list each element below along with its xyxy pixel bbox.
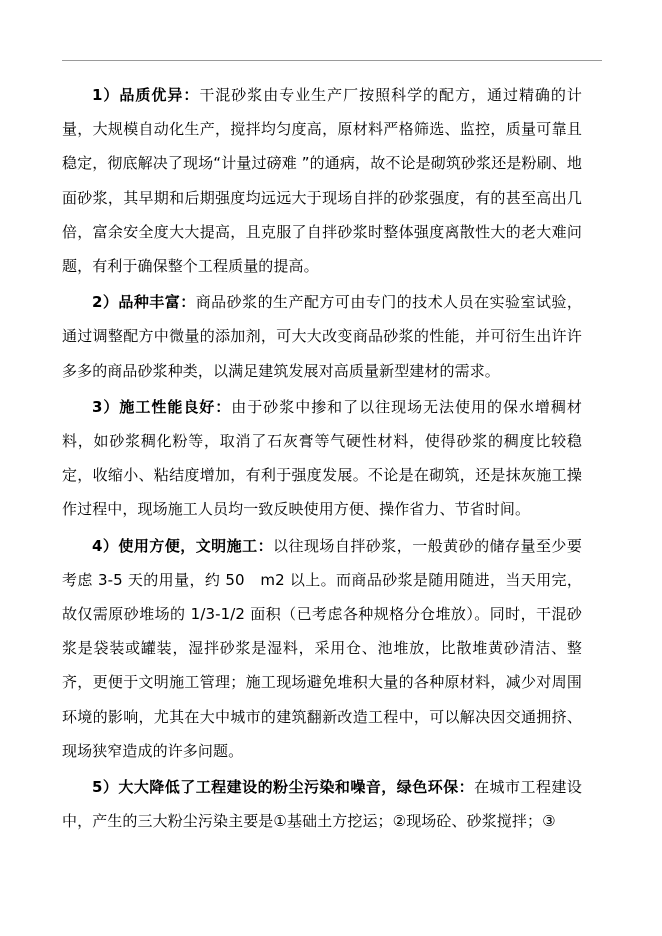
paragraph-text: 由于砂浆中掺和了以往现场无法使用的保水增稠材料，如砂浆稠化粉等，取消了石灰膏等气硬性材料，使得砂浆的稠度比较稳定，收缩小、粘结度增加，有利于强度发展。不论是在砌筑，还是抹灰施工操作过程中，现场施工人员均一致反映使用方便、操作省力、节省时间。 (62, 397, 583, 519)
paragraph-text: 以往现场自拌砂浆，一般黄砂的储存量至少要考虑 3-5 天的用量，约 50 m2 以上。而商品砂浆是随用随进，当天用完，故仅需原砂堆场的 1/3-1/2 面积（已考虑各种规格分仓堆放）。同时，干混砂浆是袋装或罐装，湿拌砂浆是湿料，采用仓、池堆放，比散堆黄砂清洁、整齐，更便于文明施工管理；施工现场避免堆积大量的各种原材料，减少对周围环境的影响，尤其在大中城市的建筑翻新改造工程中，可以解决因交通拥挤、现场狭窄造成的许多问题。 (62, 536, 582, 760)
paragraph-workability (62, 390, 582, 527)
paragraph-text: 干混砂浆由专业生产厂按照科学的配方，通过精确的计量，大规模自动化生产，搅拌均匀度高，原材料严格筛选、监控，质量可靠且稳定，彻底解决了现场“计量过磅难 ”的通病，故不论是砌筑砂浆还是粉刷、地面砂浆，其早期和后期强度均远远大于现场自拌的砂浆强度，有的甚至高出几倍，富余安全度大大提高，且克服了自拌砂浆时整体强度离散性大的老大难问题，有利于确保整个工程质量的提高。 (62, 86, 582, 276)
paragraph-variety (62, 285, 582, 388)
paragraph-environment (62, 770, 582, 838)
document-body (62, 78, 582, 840)
paragraph-text: 商品砂浆的生产配方可由专门的技术人员在实验室试验，通过调整配方中微量的添加剂，可大大改变商品砂浆的性能，并可衍生出许许多多的商品砂浆种类，以满足建筑发展对高质量新型建材的需求。 (62, 293, 582, 380)
paragraph-heading: 4）使用方便，文明施工： (92, 536, 274, 555)
paragraph-heading: 5）大大降低了工程建设的粉尘污染和噪音，绿色环保： (92, 778, 475, 797)
paragraph-text: 在城市工程建设中，产生的三大粉尘污染主要是①基础土方挖运；②现场砼、砂浆搅拌；③ (62, 778, 582, 831)
paragraph-convenience (62, 529, 582, 768)
paragraph-quality (62, 78, 582, 283)
paragraph-heading: 3）施工性能良好： (92, 397, 232, 416)
paragraph-heading: 2）品种丰富： (92, 293, 196, 312)
paragraph-heading: 1）品质优异： (92, 86, 200, 104)
header-rule (62, 60, 602, 61)
